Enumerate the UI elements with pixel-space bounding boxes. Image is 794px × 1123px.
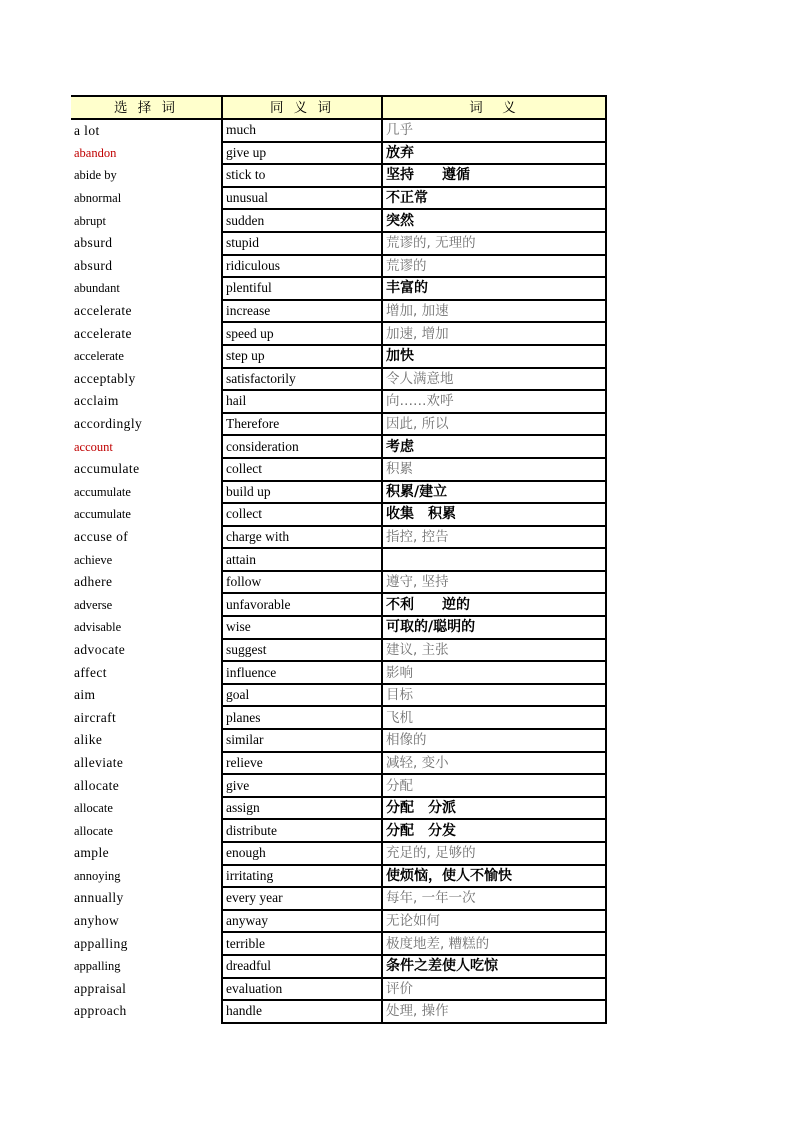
table-body (71, 119, 606, 1023)
meaning-cell: 加速, 增加 (382, 322, 606, 345)
meaning-cell: 向……欢呼 (382, 390, 606, 413)
synonym-cell: stick to (222, 164, 382, 187)
meaning-cell: 丰富的 (382, 277, 606, 300)
meaning-cell: 收集 积累 (382, 503, 606, 526)
meaning-cell: 突然 (382, 209, 606, 232)
table-row (71, 481, 606, 504)
table-row (71, 119, 606, 142)
word-cell: accuse of (71, 526, 222, 549)
table-row (71, 571, 606, 594)
word-cell: annoying (71, 865, 222, 888)
word-cell: alike (71, 729, 222, 752)
table-row (71, 322, 606, 345)
meaning-cell: 几乎 (382, 119, 606, 142)
synonym-cell: influence (222, 661, 382, 684)
word-cell: accumulate (71, 458, 222, 481)
synonym-cell: Therefore (222, 413, 382, 436)
vocabulary-table (71, 95, 607, 1024)
synonym-cell: consideration (222, 435, 382, 458)
meaning-cell: 不利 逆的 (382, 593, 606, 616)
table-row (71, 232, 606, 255)
synonym-cell: anyway (222, 910, 382, 933)
table-row (71, 887, 606, 910)
table-row (71, 277, 606, 300)
synonym-cell: sudden (222, 209, 382, 232)
word-cell: appalling (71, 932, 222, 955)
word-cell: absurd (71, 255, 222, 278)
synonym-cell: build up (222, 481, 382, 504)
table-row (71, 1000, 606, 1023)
word-cell: accordingly (71, 413, 222, 436)
meaning-cell: 极度地差, 糟糕的 (382, 932, 606, 955)
synonym-cell: speed up (222, 322, 382, 345)
word-cell: achieve (71, 548, 222, 571)
table-row (71, 842, 606, 865)
synonym-cell: increase (222, 300, 382, 323)
synonym-cell: every year (222, 887, 382, 910)
table-row (71, 300, 606, 323)
word-cell: adverse (71, 593, 222, 616)
synonym-cell: irritating (222, 865, 382, 888)
word-cell: aircraft (71, 706, 222, 729)
meaning-cell: 加快 (382, 345, 606, 368)
table-row (71, 639, 606, 662)
word-cell: absurd (71, 232, 222, 255)
word-cell: appraisal (71, 978, 222, 1001)
word-cell: abandon (71, 142, 222, 165)
word-cell: accumulate (71, 503, 222, 526)
synonym-cell: planes (222, 706, 382, 729)
table-row (71, 187, 606, 210)
meaning-cell: 令人满意地 (382, 368, 606, 391)
word-cell: annually (71, 887, 222, 910)
synonym-cell: plentiful (222, 277, 382, 300)
table-row (71, 526, 606, 549)
table-row (71, 661, 606, 684)
synonym-cell: collect (222, 458, 382, 481)
word-cell: accelerate (71, 322, 222, 345)
meaning-cell: 条件之差使人吃惊 (382, 955, 606, 978)
synonym-cell: satisfactorily (222, 368, 382, 391)
synonym-cell: terrible (222, 932, 382, 955)
table-row (71, 616, 606, 639)
word-cell: anyhow (71, 910, 222, 933)
meaning-cell: 每年, 一年一次 (382, 887, 606, 910)
meaning-cell: 荒谬的, 无理的 (382, 232, 606, 255)
word-cell: advocate (71, 639, 222, 662)
meaning-cell: 建议, 主张 (382, 639, 606, 662)
table-row (71, 458, 606, 481)
synonym-cell: handle (222, 1000, 382, 1023)
word-cell: acceptably (71, 368, 222, 391)
meaning-cell: 坚持 遵循 (382, 164, 606, 187)
synonym-cell: step up (222, 345, 382, 368)
table-row (71, 345, 606, 368)
word-cell: allocate (71, 797, 222, 820)
table-row (71, 142, 606, 165)
word-cell: abide by (71, 164, 222, 187)
meaning-cell: 积累 (382, 458, 606, 481)
synonym-cell: goal (222, 684, 382, 707)
table-row (71, 368, 606, 391)
meaning-cell: 分配 (382, 774, 606, 797)
word-cell: acclaim (71, 390, 222, 413)
table-row (71, 932, 606, 955)
word-cell: affect (71, 661, 222, 684)
table-row (71, 593, 606, 616)
table-row (71, 819, 606, 842)
word-cell: ample (71, 842, 222, 865)
meaning-cell: 目标 (382, 684, 606, 707)
header-word: 选 择 词 (71, 96, 222, 119)
meaning-cell: 分配 分发 (382, 819, 606, 842)
header-synonym: 同 义 词 (222, 96, 382, 119)
meaning-cell: 处理, 操作 (382, 1000, 606, 1023)
synonym-cell: enough (222, 842, 382, 865)
meaning-cell: 减轻, 变小 (382, 752, 606, 775)
meaning-cell: 飞机 (382, 706, 606, 729)
meaning-cell: 考虑 (382, 435, 606, 458)
synonym-cell: give up (222, 142, 382, 165)
word-cell: alleviate (71, 752, 222, 775)
synonym-cell: unusual (222, 187, 382, 210)
table-row (71, 548, 606, 571)
word-cell: aim (71, 684, 222, 707)
meaning-cell: 影响 (382, 661, 606, 684)
table-row (71, 797, 606, 820)
table-row (71, 706, 606, 729)
table-row (71, 390, 606, 413)
meaning-cell: 遵守, 坚持 (382, 571, 606, 594)
table-row (71, 865, 606, 888)
meaning-cell: 充足的, 足够的 (382, 842, 606, 865)
table-row (71, 978, 606, 1001)
synonym-cell: stupid (222, 232, 382, 255)
synonym-cell: much (222, 119, 382, 142)
table-row (71, 435, 606, 458)
word-cell: allocate (71, 819, 222, 842)
synonym-cell: evaluation (222, 978, 382, 1001)
table-row (71, 413, 606, 436)
meaning-cell: 增加, 加速 (382, 300, 606, 323)
meaning-cell: 不正常 (382, 187, 606, 210)
meaning-cell: 无论如何 (382, 910, 606, 933)
table-row (71, 255, 606, 278)
synonym-cell: unfavorable (222, 593, 382, 616)
word-cell: appalling (71, 955, 222, 978)
word-cell: accelerate (71, 300, 222, 323)
meaning-cell: 相像的 (382, 729, 606, 752)
word-cell: adhere (71, 571, 222, 594)
synonym-cell: attain (222, 548, 382, 571)
table-row (71, 910, 606, 933)
meaning-cell: 使烦恼，使人不愉快 (382, 865, 606, 888)
synonym-cell: follow (222, 571, 382, 594)
meaning-cell: 分配 分派 (382, 797, 606, 820)
synonym-cell: ridiculous (222, 255, 382, 278)
meaning-cell: 放弃 (382, 142, 606, 165)
synonym-cell: suggest (222, 639, 382, 662)
synonym-cell: assign (222, 797, 382, 820)
word-cell: accumulate (71, 481, 222, 504)
meaning-cell (382, 548, 606, 571)
table-row (71, 774, 606, 797)
synonym-cell: similar (222, 729, 382, 752)
table-row (71, 164, 606, 187)
header-row (71, 96, 606, 119)
table-row (71, 955, 606, 978)
word-cell: abnormal (71, 187, 222, 210)
word-cell: account (71, 435, 222, 458)
synonym-cell: dreadful (222, 955, 382, 978)
meaning-cell: 积累/建立 (382, 481, 606, 504)
header-meaning: 词 义 (382, 96, 606, 119)
synonym-cell: give (222, 774, 382, 797)
table-row (71, 503, 606, 526)
word-cell: approach (71, 1000, 222, 1023)
table-row (71, 209, 606, 232)
table-row (71, 752, 606, 775)
synonym-cell: charge with (222, 526, 382, 549)
meaning-cell: 指控, 控告 (382, 526, 606, 549)
meaning-cell: 荒谬的 (382, 255, 606, 278)
synonym-cell: collect (222, 503, 382, 526)
word-cell: allocate (71, 774, 222, 797)
word-cell: advisable (71, 616, 222, 639)
word-cell: a lot (71, 119, 222, 142)
table-row (71, 684, 606, 707)
word-cell: abundant (71, 277, 222, 300)
synonym-cell: distribute (222, 819, 382, 842)
synonym-cell: relieve (222, 752, 382, 775)
word-cell: abrupt (71, 209, 222, 232)
synonym-cell: wise (222, 616, 382, 639)
synonym-cell: hail (222, 390, 382, 413)
meaning-cell: 可取的/聪明的 (382, 616, 606, 639)
meaning-cell: 因此, 所以 (382, 413, 606, 436)
word-cell: accelerate (71, 345, 222, 368)
table-row (71, 729, 606, 752)
meaning-cell: 评价 (382, 978, 606, 1001)
